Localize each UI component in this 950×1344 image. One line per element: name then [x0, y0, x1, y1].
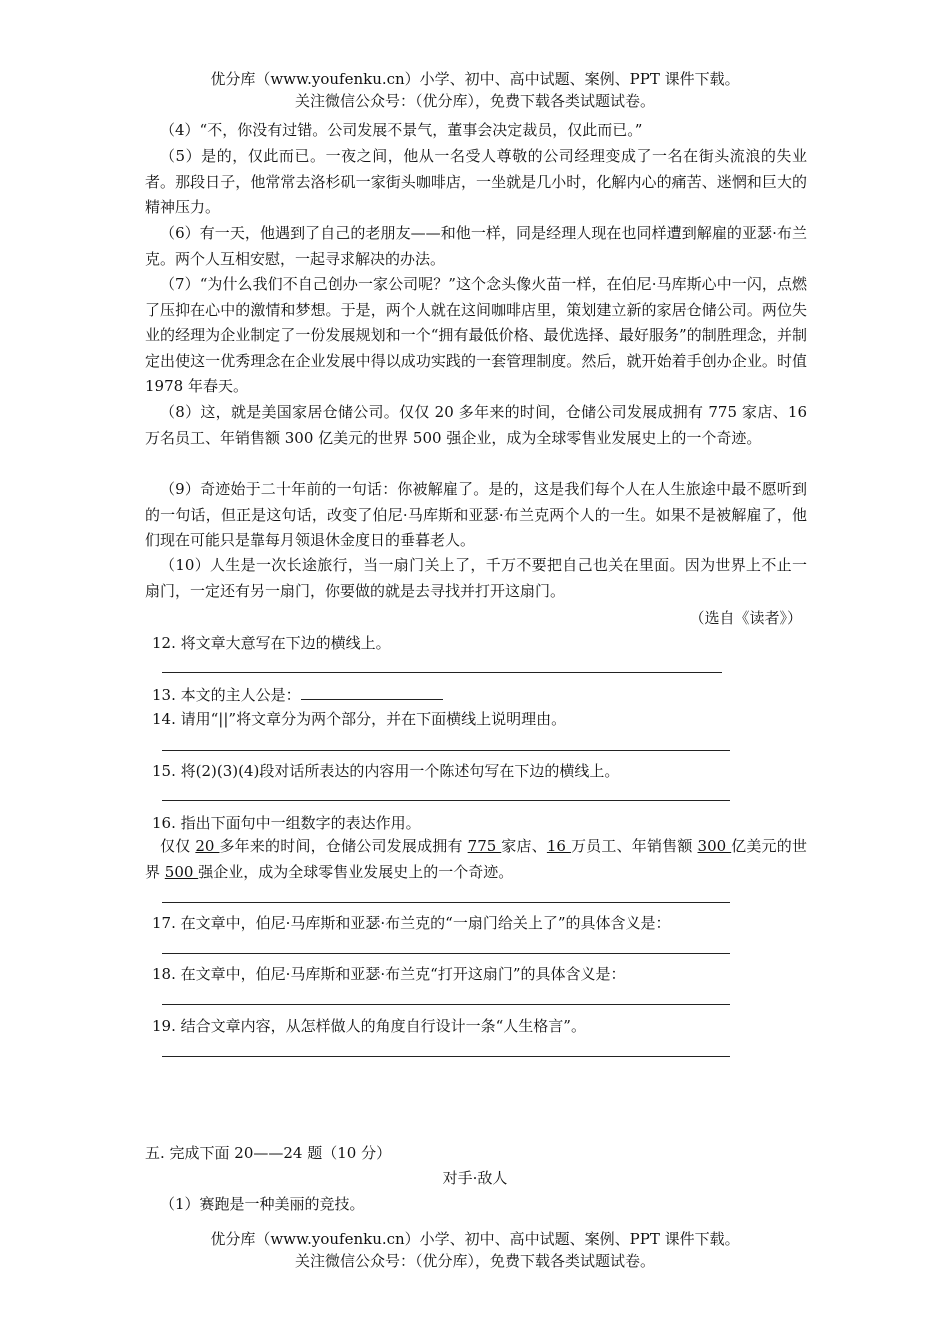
question-13-text: 13. 本文的主人公是：: [152, 686, 301, 704]
section-5-paragraph-1: （1）赛跑是一种美丽的竞技。: [160, 1195, 365, 1213]
footer-line-2: 关注微信公众号：（优分库），免费下载各类试题试卷。: [294, 1252, 655, 1270]
q16-text-d: 万员工、年销售额: [570, 837, 698, 855]
question-17: 17. 在文章中，伯尼·马库斯和亚瑟·布兰克的“一扇门给关上了”的具体含义是：: [152, 914, 671, 932]
answer-line-12[interactable]: [162, 672, 722, 673]
answer-line-19[interactable]: [162, 1056, 730, 1057]
paragraph-4: （4）“不，你没有过错。公司发展不景气，董事会决定裁员，仅此而已。”: [160, 121, 643, 139]
q16-text-e: 亿美元的世界: [145, 837, 807, 881]
question-16-sentence: [145, 834, 807, 885]
question-15: 15. 将(2)(3)(4)段对话所表达的内容用一个陈述句写在下边的横线上。: [152, 762, 620, 780]
question-18: 18. 在文章中，伯尼·马库斯和亚瑟·布兰克“打开这扇门”的具体含义是：: [152, 965, 626, 983]
paragraph-6: （6）有一天，他遇到了自己的老朋友——和他一样，同是经理人现在也同样遭到解雇的亚瑟·布兰克。两个人互相安慰，一起寻求解决的办法。: [145, 224, 807, 268]
source-citation: （选自《读者》）: [689, 609, 802, 627]
answer-line-17[interactable]: [162, 953, 730, 954]
paragraph-8: （8）这，就是美国家居仓储公司。仅仅 20 多年来的时间，仓储公司发展成拥有 775 家店、16 万名员工、年销售额 300 亿美元的世界 500 强企业，成为全球零售业发展史上的一个奇迹。: [145, 403, 807, 447]
paragraph-7: （7）“为什么我们不自己创办一家公司呢？”这个念头像火苗一样，在伯尼·马库斯心中一闪，点燃了压抑在心中的激情和梦想。于是，两个人就在这间咖啡店里，策划建立新的家居仓储公司。两位失业的经理为企业制定了一份发展规划和一个“拥有最低价格、最优选择、最好服务”的制胜理念，并制定出使这一优秀理念在企业发展中得以成功实践的一套管理制度。然后，就开始着手创办企业。时值 1978 年春天。: [145, 275, 807, 396]
answer-line-15[interactable]: [162, 800, 730, 801]
q16-number-300: 300: [697, 837, 732, 855]
answer-line-14[interactable]: [162, 750, 730, 751]
q16-text-a: 仅仅: [160, 837, 196, 855]
answer-line-18[interactable]: [162, 1004, 730, 1005]
question-19: 19. 结合文章内容，从怎样做人的角度自行设计一条“人生格言”。: [152, 1017, 586, 1035]
footer-line-1: 优分库（www.youfenku.cn）小学、初中、高中试题、案例、PPT 课件下载。: [210, 1230, 740, 1248]
q16-text-c: 家店、: [501, 837, 547, 855]
article-title: 对手·敌人: [442, 1169, 508, 1187]
q16-text-f: 强企业，成为全球零售业发展史上的一个奇迹。: [198, 862, 514, 881]
paragraph-5: （5）是的，仅此而已。一夜之间，他从一名受人尊敬的公司经理变成了一名在街头流浪的失业者。那段日子，他常常去洛杉矶一家街头咖啡店，一坐就是几小时，化解内心的痛苦、迷惘和巨大的精神压力。: [145, 147, 807, 217]
answer-line-16[interactable]: [162, 902, 730, 903]
question-14: 14. 请用“||”将文章分为两个部分，并在下面横线上说明理由。: [152, 710, 567, 728]
page-header: [0, 68, 950, 112]
paragraph-10: （10）人生是一次长途旅行，当一扇门关上了，千万不要把自己也关在里面。因为世界上不止一扇门，一定还有另一扇门，你要做的就是去寻找并打开这扇门。: [145, 556, 807, 600]
question-12: 12. 将文章大意写在下边的横线上。: [152, 634, 391, 652]
q16-number-775: 775: [467, 837, 502, 855]
question-16: 16. 指出下面句中一组数字的表达作用。: [152, 814, 421, 832]
q16-text-b: 多年来的时间，仓储公司发展成拥有: [219, 837, 468, 855]
section-5-heading: 五. 完成下面 20——24 题（10 分）: [145, 1144, 392, 1162]
header-line-1: 优分库（www.youfenku.cn）小学、初中、高中试题、案例、PPT 课件下载。: [210, 70, 740, 88]
answer-blank-13[interactable]: [301, 685, 443, 700]
header-line-2: 关注微信公众号：（优分库），免费下载各类试题试卷。: [294, 92, 655, 110]
q16-number-500: 500: [164, 862, 199, 881]
page-footer: [0, 1228, 950, 1272]
paragraph-9: （9）奇迹始于二十年前的一句话：你被解雇了。是的，这是我们每个人在人生旅途中最不愿听到的一句话，但正是这句话，改变了伯尼·马库斯和亚瑟·布兰克两个人的一生。如果不是被解雇了，他们现在可能只是靠每月领退休金度日的垂暮老人。: [145, 480, 807, 550]
question-13: [152, 684, 443, 706]
q16-number-16: 16: [546, 837, 571, 855]
q16-number-20: 20: [195, 837, 220, 855]
